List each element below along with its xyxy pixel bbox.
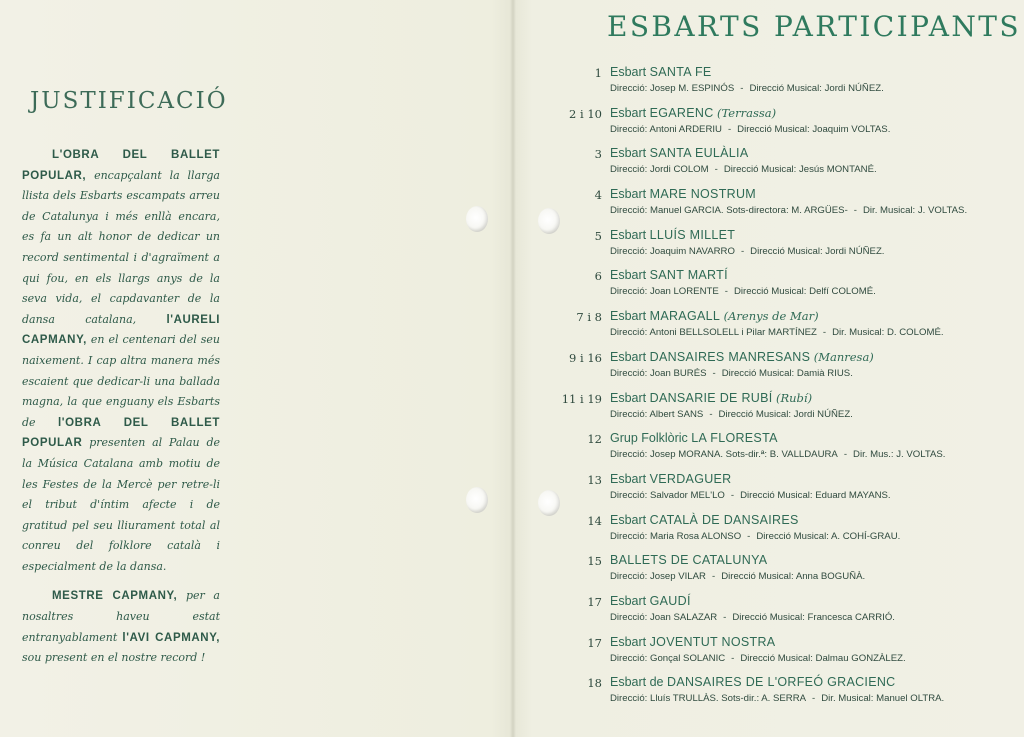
entry-credits (610, 449, 945, 460)
entry-group-name: DANSARIE DE RUBÍ (649, 390, 773, 405)
entry-music-direction: Dir. Musical: D. COLOMÉ. (832, 327, 944, 339)
entry-name (610, 675, 896, 689)
entry-music-direction: Dir. Musical: Manuel OLTRA. (821, 693, 945, 705)
separator: - (723, 611, 727, 623)
justification-body (22, 145, 220, 678)
entry-music-direction: Dir. Mus.: J. VOLTAS. (853, 449, 946, 461)
entry-prefix: Esbart (610, 593, 647, 608)
entry-name (610, 391, 812, 405)
punch-hole (466, 206, 488, 232)
entry-group-name: SANTA EULÀLIA (649, 146, 749, 161)
body-text: presenten al Palau de la Música Catalana amb motiu de les Festes de la Mercè per retre-li el tribut d'íntim afecte i de gratitud pel seu lliurament total al conreu del folklore català i especialment de la dansa. (22, 436, 220, 573)
entry-direction: Direcció: Manuel GARCIA. Sots-directora: M. ARGÜES- (610, 205, 848, 217)
entry-place: (Manresa) (813, 349, 874, 364)
list-item (540, 184, 1010, 225)
entry-group-name: VERDAGUER (649, 471, 732, 486)
entry-prefix: Esbart (610, 349, 647, 364)
separator: - (711, 571, 716, 583)
separator: - (709, 408, 713, 420)
entry-direction: Direcció: Josep M. ESPINÓS (610, 83, 735, 94)
entry-music-direction: Direcció Musical: Jordi NÚÑEZ. (750, 245, 885, 257)
entry-group-name: EGARENC (649, 105, 714, 120)
entry-number: 2 i 10 (569, 106, 602, 121)
list-item (540, 306, 1010, 347)
entry-prefix: Esbart (610, 187, 647, 202)
list-item (540, 672, 1010, 713)
list-item (540, 550, 1010, 591)
entry-number: 6 (594, 269, 602, 284)
entry-name (610, 65, 712, 79)
entry-number: 3 (594, 147, 602, 162)
emphasis-text: l'AURELI CAPMANY, (22, 313, 220, 347)
body-text: sou present en el nostre record ! (22, 651, 206, 665)
entry-credits (610, 164, 877, 175)
entry-number: 17 (587, 594, 602, 609)
list-item (540, 388, 1010, 429)
entry-number: 18 (587, 676, 602, 691)
entry-group-name: DANSAIRES MANRESANS (649, 349, 811, 364)
entry-name (610, 187, 756, 201)
separator: - (724, 286, 728, 298)
entry-direction: Direcció: Josep VILAR (610, 571, 706, 583)
entry-number: 7 i 8 (576, 310, 602, 325)
entry-number: 15 (587, 554, 602, 569)
entry-name (610, 472, 732, 486)
entry-music-direction: Direcció Musical: Delfí COLOMÉ. (733, 286, 876, 298)
entry-prefix: Esbart (610, 634, 647, 649)
entry-name (610, 635, 775, 649)
entry-name (610, 350, 874, 364)
entry-name (610, 553, 767, 567)
separator: - (712, 367, 716, 379)
entry-place: (Arenys de Mar) (723, 309, 819, 324)
entry-direction: Direcció: Albert SANS (610, 408, 704, 420)
entry-music-direction: Direcció Musical: Damià RIUS. (721, 367, 853, 379)
entry-music-direction: Direcció Musical: Anna BOGUÑÀ. (721, 571, 866, 583)
list-item (540, 510, 1010, 551)
entry-number: 1 (594, 66, 602, 80)
entry-name (610, 146, 748, 160)
entry-direction: Direcció: Salvador MEL'LO (610, 489, 725, 501)
entry-direction: Direcció: Maria Rosa ALONSO (610, 530, 742, 542)
separator: - (822, 327, 827, 339)
entry-group-name: MARE NOSTRUM (649, 187, 757, 202)
entry-name (610, 268, 728, 282)
list-item (540, 591, 1010, 632)
separator: - (714, 164, 718, 176)
page-fold (510, 0, 516, 737)
participants-list (540, 62, 1010, 713)
list-item (540, 469, 1010, 510)
list-item (540, 103, 1010, 144)
entry-prefix: Esbart (610, 105, 647, 120)
entry-direction: Direcció: Jordi COLOM (610, 164, 709, 176)
entry-name (610, 228, 735, 242)
entry-credits (610, 327, 944, 338)
entry-direction: Direcció: Joan SALAZAR (610, 611, 718, 623)
entry-music-direction: Direcció Musical: Dalmau GONZÀLEZ. (740, 652, 906, 664)
entry-direction: Direcció: Joan LORENTE (610, 286, 719, 298)
entry-direction: Direcció: Gonçal SOLANIC (610, 652, 726, 664)
entry-credits (610, 124, 890, 135)
entry-number: 4 (594, 188, 602, 203)
entry-number: 12 (587, 432, 602, 447)
entry-music-direction: Direcció Musical: Jordi NÚÑEZ. (749, 83, 884, 94)
justification-paragraph (22, 145, 220, 577)
separator: - (843, 449, 848, 461)
entry-credits (610, 409, 853, 420)
entry-number: 11 i 19 (561, 391, 602, 406)
entry-name (610, 106, 776, 120)
entry-group-name: SANT MARTÍ (649, 268, 728, 283)
entry-group-name: JOVENTUT NOSTRA (649, 634, 776, 649)
entry-direction: Direcció: Joaquim NAVARRO (610, 245, 735, 257)
entry-credits (610, 571, 865, 582)
entry-music-direction: Direcció Musical: Jesús MONTANÉ. (723, 164, 877, 176)
list-item (540, 62, 1010, 103)
list-item (540, 265, 1010, 306)
entry-prefix: Esbart (610, 512, 647, 527)
entry-group-name: CATALÀ DE DANSAIRES (649, 512, 799, 527)
entry-credits (610, 653, 906, 664)
entry-music-direction: Dir. Musical: J. VOLTAS. (862, 205, 968, 217)
entry-credits (610, 205, 967, 216)
emphasis-text: MESTRE CAPMANY, (52, 590, 178, 603)
entry-name (610, 513, 799, 527)
entry-direction: Direcció: Antoni BELLSOLELL i Pilar MARTÍNEZ (610, 327, 817, 339)
entry-direction: Direcció: Antoni ARDERIU (610, 123, 722, 135)
entry-number: 17 (587, 635, 602, 650)
entry-prefix: Grup Folklòric (610, 431, 688, 446)
separator: - (853, 205, 857, 217)
entry-music-direction: Direcció Musical: Jordi NÚÑEZ. (718, 408, 853, 420)
entry-prefix: Esbart (610, 227, 647, 242)
entry-group-name: LA FLORESTA (691, 431, 778, 446)
entry-credits (610, 531, 900, 542)
separator: - (747, 530, 751, 542)
entry-place: (Terrassa) (717, 105, 777, 120)
entry-credits (610, 246, 884, 257)
entry-prefix: Esbart (610, 471, 647, 486)
punch-hole (466, 487, 488, 513)
list-item (540, 428, 1010, 469)
entry-music-direction: Direcció Musical: A. COHÍ-GRAU. (756, 530, 901, 542)
emphasis-text: l'AVI CAPMANY, (122, 631, 220, 644)
entry-group-name: GAUDÍ (649, 593, 691, 608)
entry-prefix: Esbart (610, 268, 647, 283)
entry-direction: Direcció: Joan BURÉS (610, 367, 707, 379)
list-item (540, 143, 1010, 184)
entry-music-direction: Direcció Musical: Joaquim VOLTAS. (737, 123, 891, 135)
entry-group-name: DANSAIRES DE L'ORFEÓ GRACIENC (667, 675, 896, 690)
list-item (540, 632, 1010, 673)
entry-music-direction: Direcció Musical: Francesca CARRIÓ. (732, 611, 895, 623)
entry-prefix: Esbart de (610, 675, 664, 690)
entry-group-name: BALLETS DE CATALUNYA (610, 553, 768, 568)
separator: - (740, 245, 745, 257)
body-text: encapçalant la llarga llista dels Esbarts escampats arreu de Catalunya i més enllà encara, es fa un alt honor de dedicar un record sentimental i d'agraïment a qui fou, en els llargs anys de la seva vida, el capdavanter de la dansa catalana, (22, 168, 220, 326)
justification-title: JUSTIFICACIÓ (30, 88, 228, 114)
emphasis-text: L'OBRA DEL BALLET POPULAR, (22, 149, 220, 182)
entry-name (610, 431, 778, 445)
entry-place: (Rubí) (776, 390, 813, 405)
list-item (540, 225, 1010, 266)
entry-prefix: Esbart (610, 146, 647, 161)
entry-prefix: Esbart (610, 309, 647, 324)
entry-number: 14 (587, 513, 602, 528)
separator: - (727, 123, 732, 135)
entry-credits (610, 693, 944, 704)
separator: - (740, 83, 744, 94)
separator: - (730, 489, 735, 501)
entry-prefix: Esbart (610, 390, 647, 405)
entry-group-name: SANTA FE (649, 65, 712, 79)
entry-credits (610, 368, 853, 379)
entry-name (610, 594, 691, 608)
entry-music-direction: Direcció Musical: Eduard MAYANS. (740, 489, 891, 501)
entry-name (610, 309, 819, 323)
entry-credits (610, 83, 884, 94)
body-text: per a nosaltres haveu estat entranyablament (22, 589, 220, 644)
entry-credits (610, 490, 891, 501)
entry-direction: Direcció: Lluís TRULLÀS. Sots-dir.: A. SERRA (610, 693, 807, 705)
justification-paragraph (22, 586, 220, 668)
entry-credits (610, 612, 895, 623)
entry-prefix: Esbart (610, 65, 647, 79)
entry-number: 9 i 16 (569, 350, 602, 365)
entry-number: 5 (594, 228, 602, 243)
entry-direction: Direcció: Josep MORANA. Sots-dir.ª: B. VALLDAURA (610, 449, 838, 461)
participants-title: ESBARTS PARTICIPANTS (607, 10, 1021, 43)
body-text: en el centenari del seu naixement. I cap altra manera més escaient que dedicar-li una ballada magna, la que enguany els Esbarts de (22, 333, 220, 429)
separator: - (731, 652, 735, 664)
list-item (540, 347, 1010, 388)
entry-credits (610, 286, 876, 297)
separator: - (812, 693, 816, 705)
entry-group-name: LLUÍS MILLET (649, 227, 736, 242)
entry-number: 13 (587, 472, 602, 487)
entry-group-name: MARAGALL (649, 309, 721, 324)
emphasis-text: l'OBRA DEL BALLET POPULAR (22, 416, 220, 450)
